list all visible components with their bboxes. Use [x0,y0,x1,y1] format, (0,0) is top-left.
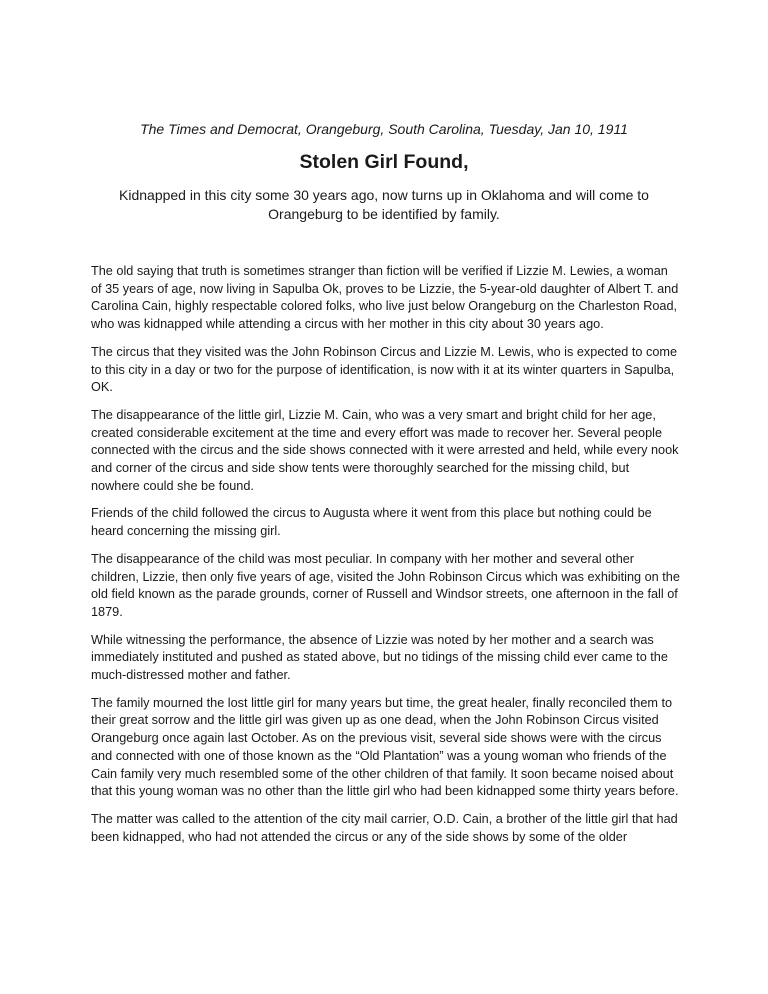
newspaper-source-line: The Times and Democrat, Orangeburg, South Carolina, Tuesday, Jan 10, 1911 [140,121,628,137]
paragraph: Friends of the child followed the circus to Augusta where it went from this place but nothing could be heard concerning the missing girl. [91,506,652,539]
paragraph: The disappearance of the little girl, Lizzie M. Cain, who was a very smart and bright child for her age, created considerable excitement at the time and every effort was made to recover her. Several people connected with the circus and the side shows connected with it were arrested and held, while every nook and corner of the circus and side show tents were thoroughly searched for the missing child, but nowhere could she be found. [91,407,679,493]
paragraph: The family mourned the lost little girl for many years but time, the great healer, finally reconciled them to their great sorrow and the little girl was given up as one dead, when the John Robinson Circus visited Orangeburg once again last October. As on the previous visit, several side shows were with the circus and connected with one of those known as the “Old Plantation” was a young woman who friends of the Cain family very much resembled some of the other children of that family. It soon became noised about that this young woman was no other than the little girl who had been kidnapped some thirty years before. [91,695,679,799]
article-subtitle: Kidnapped in this city some 30 years ago, now turns up in Oklahoma and will come to Orangeburg to be identified by family. [119,187,649,222]
paragraph: The disappearance of the child was most peculiar. In company with her mother and several other children, Lizzie, then only five years of age, visited the John Robinson Circus which was exhibiting on the old field known as the parade grounds, corner of Russell and Windsor streets, one afternoon in the fall of 1879. [91,551,680,619]
article-body [91,263,681,856]
paragraph: While witnessing the performance, the absence of Lizzie was noted by her mother and a search was immediately instituted and pushed as stated above, but no tidings of the missing child ever came to the much-distressed mother and father. [91,632,668,683]
article-title: Stolen Girl Found, [299,151,469,173]
paragraph: The old saying that truth is sometimes stranger than fiction will be verified if Lizzie M. Lewies, a woman of 35 years of age, now living in Sapulba Ok, proves to be Lizzie, the 5-year-old daughter of Albert T. and Carolina Cain, highly respectable colored folks, who live just below Orangeburg on the Charleston Road, who was kidnapped while attending a circus with her mother in this city about 30 years ago. [91,264,679,332]
paragraph: The circus that they visited was the John Robinson Circus and Lizzie M. Lewis, who is expected to come to this city in a day or two for the purpose of identification, is now with it at its winter quarters in Sapulba, OK. [91,344,678,395]
paragraph: The matter was called to the attention of the city mail carrier, O.D. Cain, a brother of the little girl that had been kidnapped, who had not attended the circus or any of the side shows by some of the older [91,811,678,844]
